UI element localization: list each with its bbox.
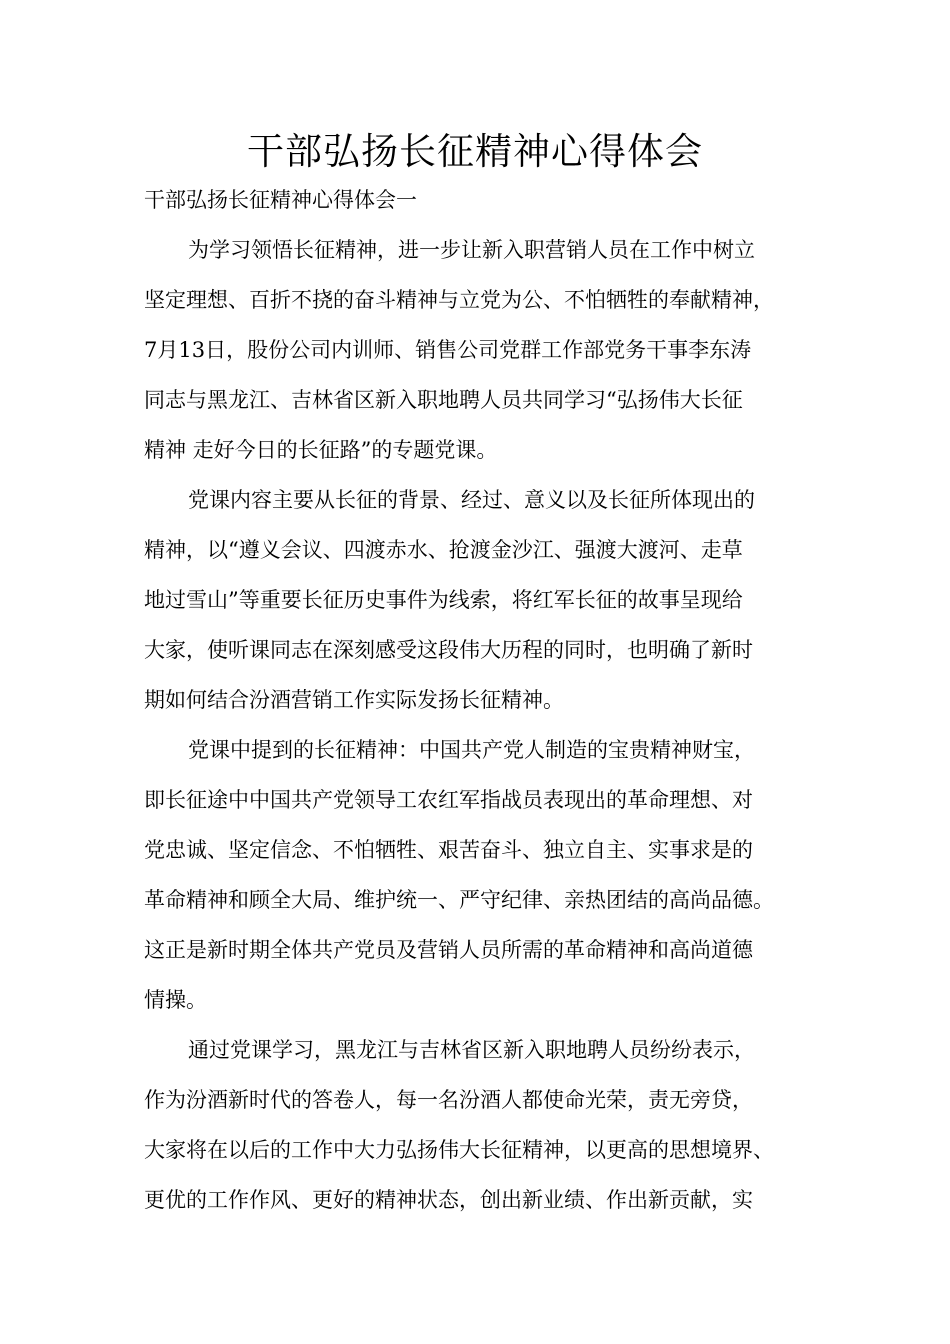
text-line: 这正是新时期全体共产党员及营销人员所需的革命精神和高尚道德 — [144, 938, 753, 962]
text-line: 作为汾酒新时代的答卷人，每一名汾酒人都使命光荣，责无旁贷， — [144, 1088, 753, 1112]
text-line: 通过党课学习，黑龙江与吉林省区新入职地聘人员纷纷表示， — [188, 1038, 755, 1062]
text-line: 坚定理想、百折不挠的奋斗精神与立党为公、不怕牺牲的奉献精神， — [144, 288, 774, 312]
text-line: 大家，使听课同志在深刻感受这段伟大历程的同时，也明确了新时 — [144, 638, 753, 662]
text-line: 党课中提到的长征精神：中国共产党人制造的宝贵精神财宝， — [188, 738, 755, 762]
text-line: 7月13日，股份公司内训师、销售公司党群工作部党务干事李东涛 — [144, 338, 752, 362]
text-line: 情操。 — [144, 988, 207, 1012]
text-line: 党忠诚、坚定信念、不怕牺牲、艰苦奋斗、独立自主、实事求是的 — [144, 838, 753, 862]
text-line: 期如何结合汾酒营销工作实际发扬长征精神。 — [144, 688, 564, 712]
text-line: 地过雪山”等重要长征历史事件为线索，将红军长征的故事呈现给 — [144, 588, 743, 612]
text-line: 革命精神和顾全大局、维护统一、严守纪律、亲热团结的高尚品德。 — [144, 888, 774, 912]
text-line: 为学习领悟长征精神，进一步让新入职营销人员在工作中树立 — [188, 238, 755, 262]
text-line: 精神 走好今日的长征路”的专题党课。 — [144, 438, 498, 462]
document-subtitle: 干部弘扬长征精神心得体会一 — [144, 188, 417, 212]
text-line: 党课内容主要从长征的背景、经过、意义以及长征所体现出的 — [188, 488, 755, 512]
text-line: 大家将在以后的工作中大力弘扬伟大长征精神，以更高的思想境界、 — [144, 1138, 774, 1162]
text-line: 同志与黑龙江、吉林省区新入职地聘人员共同学习“弘扬伟大长征 — [144, 388, 743, 412]
text-line: 精神，以“遵义会议、四渡赤水、抢渡金沙江、强渡大渡河、走草 — [144, 538, 743, 562]
text-line: 更优的工作作风、更好的精神状态，创出新业绩、作出新贡献，实 — [144, 1188, 753, 1212]
text-line: 即长征途中中国共产党领导工农红军指战员表现出的革命理想、对 — [144, 788, 753, 812]
document-title: 干部弘扬长征精神心得体会 — [247, 130, 703, 173]
